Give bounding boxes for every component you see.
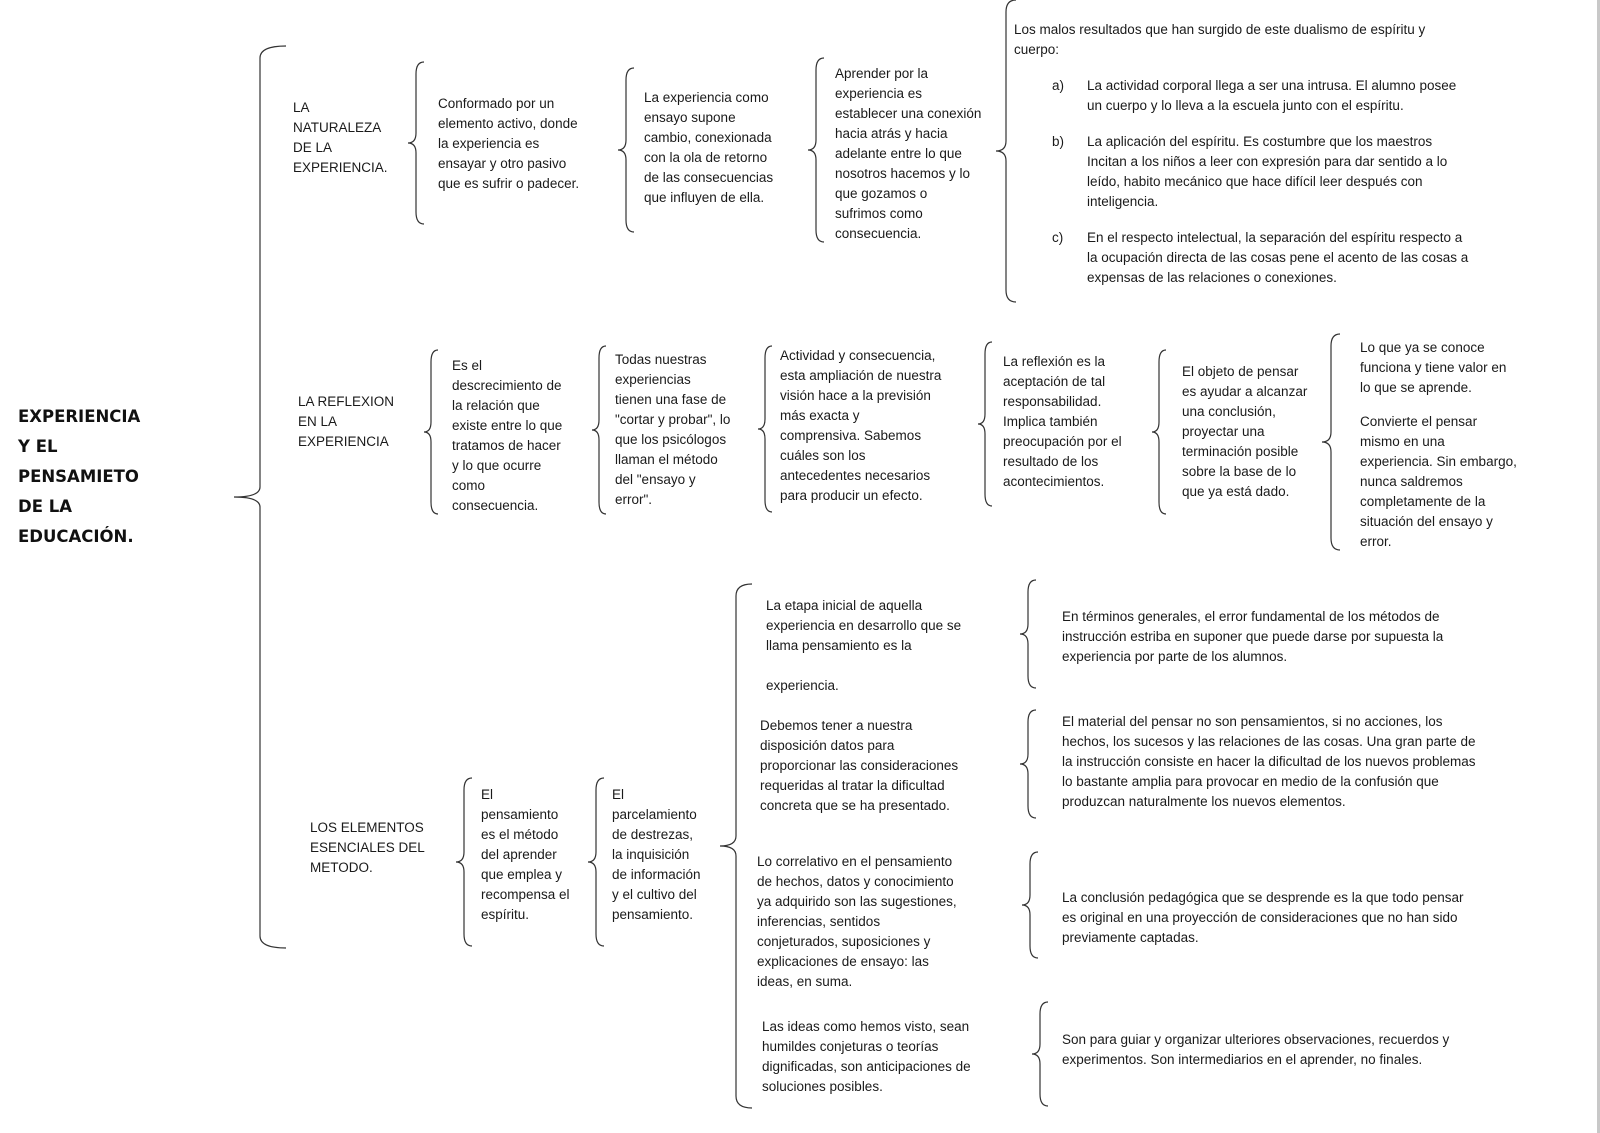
row3-left-3: Lo correlativo en el pensamiento de hechos, datos y conocimiento ya adquirido son las sugestiones, inferencias, sentidos conjeturados, suposiciones y explicaciones de ensayo: las ideas, en suma. (757, 854, 957, 989)
row3-col2: El parcelamiento de destrezas, la inquisición de información y el cultivo del pensamiento. (612, 787, 701, 922)
row3-right-3: La conclusión pedagógica que se desprende es la que todo pensar es original en una proyección de consideraciones que no han sido previamente captadas. (1062, 890, 1464, 945)
row3-right-2: El material del pensar no son pensamientos, si no acciones, los hechos, los sucesos y las relaciones de las cosas. Una gran parte de la instrucción consiste en hacer la dificultad de los nuevos problemas lo bastante amplia para provocar en medio de la confusión que produzcan naturalmente los nuevos elementos. (1062, 714, 1476, 809)
row3-brace-right-4 (1032, 1002, 1048, 1106)
row1-title: LA NATURALEZA DE LA EXPERIENCIA. (293, 100, 388, 175)
list-text: La aplicación del espíritu. Es costumbre que los maestros Incitan a los niños a leer con expresión para dar sentido a lo leído, habito mecánico que hace difícil leer después con inteligencia. (1087, 134, 1448, 209)
row3-left-1: La etapa inicial de aquella experiencia en desarrollo que se llama pensamiento es la experiencia. (766, 598, 962, 693)
list-marker: c) (1052, 230, 1064, 245)
row3-brace-right-3 (1022, 852, 1038, 958)
list-marker: a) (1052, 78, 1065, 93)
row2-brace-2 (592, 346, 606, 514)
row2-brace-4 (978, 342, 992, 506)
row2-col5: El objeto de pensar es ayudar a alcanzar una conclusión, proyectar una terminación posible sobre la base de lo que ya está dado. (1182, 364, 1308, 499)
row3-left-2: Debemos tener a nuestra disposición datos para proporcionar las consideraciones requeridas al tratar la dificultad concreta que se ha presentado. (760, 718, 959, 813)
row2-col2: Todas nuestras experiencias tienen una fase de "cortar y probar", lo que los psicólogos llaman el método del "ensayo y error". (615, 352, 731, 507)
row1-brace-3 (808, 58, 824, 242)
row1-brace-1 (408, 62, 424, 224)
row3-brace-right-1 (1020, 580, 1036, 688)
list-marker: b) (1052, 134, 1065, 149)
list-text: En el respecto intelectual, la separación del espíritu respecto a la ocupación directa de las cosas pene el acento de las cosas a expensas de las relaciones o conexiones. (1087, 230, 1469, 285)
row3-brace-1 (456, 778, 472, 946)
row3-title: LOS ELEMENTOS ESENCIALES DEL METODO. (310, 820, 425, 875)
row1-col2: La experiencia como ensayo supone cambio, conexionada con la ola de retorno de las consecuencias que influyen de ella. (644, 90, 774, 205)
row2-brace-1 (424, 350, 438, 514)
row2-brace-5 (1152, 350, 1166, 514)
row2-brace-3 (758, 346, 772, 512)
row2-col6-top: Lo que ya se conoce funciona y tiene valor en lo que se aprende. (1360, 340, 1507, 395)
row2-col6-bottom: Convierte el pensar mismo en una experiencia. Sin embargo, nunca saldremos completamente de la situación del ensayo y error. (1360, 414, 1517, 549)
row1-brace-2 (618, 68, 634, 232)
row3-left-4: Las ideas como hemos visto, sean humildes conjeturas o teorías dignificadas, son anticipaciones de soluciones posibles. (762, 1019, 971, 1094)
root-brace (234, 46, 286, 948)
row3-right-4: Son para guiar y organizar ulteriores observaciones, recuerdos y experimentos. Son intermediarios en el aprender, no finales. (1062, 1032, 1450, 1067)
row1-col3: Aprender por la experiencia es establecer una conexión hacia atrás y hacia adelante entre lo que nosotros hacemos y lo que gozamos o sufrimos como consecuencia. (835, 66, 982, 241)
row3-brace-right-2 (1020, 710, 1036, 818)
root-title: EXPERIENCIA Y EL PENSAMIETO DE LA EDUCACIÓN. (18, 407, 141, 546)
row2-col1: Es el descrecimiento de la relación que existe entre lo que tratamos de hacer y lo que ocurre como consecuencia. (452, 358, 563, 513)
row3-col1: El pensamiento es el método del aprender que emplea y recompensa el espíritu. (481, 787, 570, 922)
row2-col4: La reflexión es la aceptación de tal responsabilidad. Implica también preocupación por el resultado de los acontecimientos. (1003, 354, 1122, 489)
row3-right-1: En términos generales, el error fundamental de los métodos de instrucción estriba en suponer que puede darse por supuesta la experiencia por parte de los alumnos. (1062, 609, 1444, 664)
row1-col1: Conformado por un elemento activo, donde la experiencia es ensayar y otro pasivo que es sufrir o padecer. (438, 96, 580, 191)
list-text: La actividad corporal llega a ser una intrusa. El alumno posee un cuerpo y lo lleva a la escuela junto con el espíritu. (1087, 78, 1457, 113)
row2-col3: Actividad y consecuencia, esta ampliación de nuestra visión hace a la previsión más exacta y comprensiva. Sabemos cuáles son los antecedentes necesarios para producir un efecto. (780, 348, 942, 503)
row1-col4-intro: Los malos resultados que han surgido de este dualismo de espíritu y cuerpo: (1014, 22, 1426, 57)
row2-title: LA REFLEXION EN LA EXPERIENCIA (298, 394, 395, 449)
